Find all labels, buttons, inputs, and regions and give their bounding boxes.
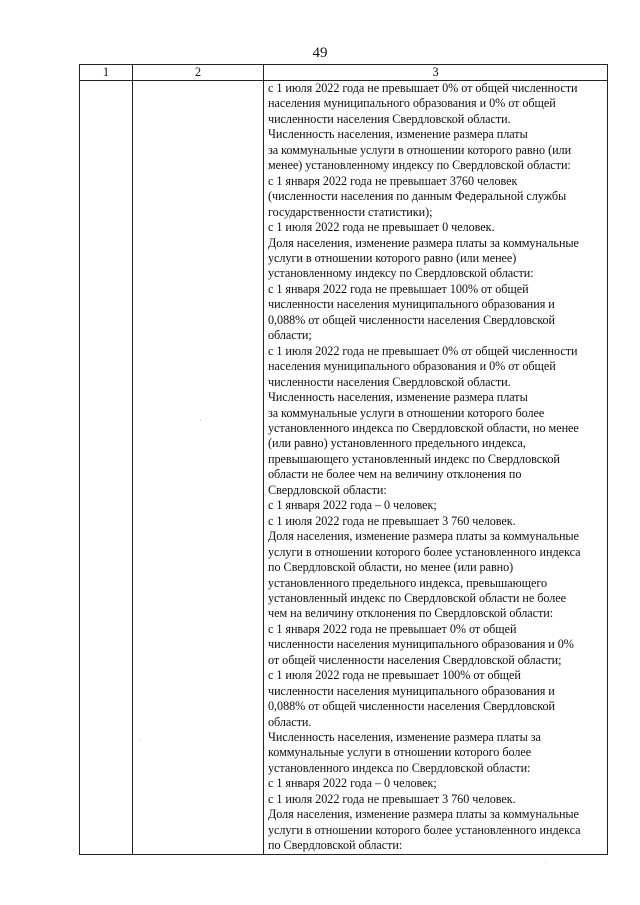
text-line: численности населения Свердловской области. xyxy=(268,111,511,126)
text-line: с 1 июля 2022 года не превышает 0 человек. xyxy=(268,220,495,235)
text-line: чем на величину отклонения по Свердловской области: xyxy=(268,606,554,621)
text-line: численности населения муниципального образования и xyxy=(268,297,555,312)
text-line: с 1 июля 2022 года не превышает 0% от общей численности xyxy=(268,343,578,358)
text-line: (численности населения по данным Федеральной службы xyxy=(268,189,567,204)
text-line: с 1 июля 2022 года не превышает 3 760 человек. xyxy=(268,513,516,528)
page-number: 49 xyxy=(312,45,328,61)
text-line: численности населения муниципального образования и xyxy=(268,683,555,698)
text-line: с 1 января 2022 года – 0 человек; xyxy=(268,776,437,791)
text-line: Доля населения, изменение размера платы за коммунальные xyxy=(268,807,579,822)
text-line: (или равно) установленного предельного индекса, xyxy=(268,436,526,451)
text-line: области; xyxy=(268,328,312,343)
text-line: Доля населения, изменение размера платы за коммунальные xyxy=(268,529,579,544)
text-line: Численность населения, изменение размера платы за xyxy=(268,730,541,745)
text-line: населения муниципального образования и 0% от общей xyxy=(268,359,556,374)
table-row xyxy=(80,81,608,855)
text-line: установленного предельного индекса, превышающего xyxy=(268,575,548,590)
text-line: услуги в отношении которого равно (или менее) xyxy=(268,250,517,265)
text-line: Численность населения, изменение размера платы xyxy=(268,127,528,142)
text-line: по Свердловской области: xyxy=(268,838,403,853)
text-line: Доля населения, изменение размера платы за коммунальные xyxy=(268,235,579,250)
text-line: населения муниципального образования и 0% от общей xyxy=(268,96,556,111)
column-3-text xyxy=(268,81,604,854)
column-header-1: 1 xyxy=(80,65,133,81)
text-line: Свердловской области: xyxy=(268,482,387,497)
scan-speck xyxy=(545,862,546,863)
document-table xyxy=(79,64,608,855)
text-line: 0,088% от общей численности населения Свердловской xyxy=(268,312,556,327)
text-line: за коммунальные услуги в отношении которого более xyxy=(268,405,545,420)
text-line: менее) установленному индексу по Свердловской области: xyxy=(268,158,571,173)
text-line: с 1 января 2022 года – 0 человек; xyxy=(268,498,437,513)
text-line: государственности статистики); xyxy=(268,204,433,219)
text-line: области не более чем на величину отклонения по xyxy=(268,467,522,482)
text-line: установленному индексу по Свердловской области: xyxy=(268,266,534,281)
text-line: коммунальные услуги в отношении которого более xyxy=(268,745,532,760)
text-line: превышающего установленный индекс по Свердловской xyxy=(268,451,560,466)
text-line: численности населения Свердловской области. xyxy=(268,374,511,389)
scan-speck xyxy=(140,740,141,741)
scan-speck xyxy=(200,420,201,421)
column-2-cell xyxy=(133,81,264,855)
text-line: области. xyxy=(268,714,312,729)
text-line: по Свердловской области, но менее (или равно) xyxy=(268,560,514,575)
text-line: за коммунальные услуги в отношении которого равно (или xyxy=(268,142,572,157)
text-line: с 1 июля 2022 года не превышает 100% от общей xyxy=(268,668,521,683)
text-line: с 1 июля 2022 года не превышает 0% от общей численности xyxy=(268,81,578,95)
text-line: установленного индекса по Свердловской области: xyxy=(268,760,531,775)
text-line: установленный индекс по Свердловской области не более xyxy=(268,590,567,605)
text-line: от общей численности населения Свердловской области; xyxy=(268,652,562,667)
column-header-2: 2 xyxy=(133,65,264,81)
table-header-row xyxy=(80,65,608,81)
text-line: с 1 января 2022 года не превышает 100% от общей xyxy=(268,281,529,296)
column-3-cell xyxy=(264,81,608,855)
text-line: с 1 июля 2022 года не превышает 3 760 человек. xyxy=(268,791,516,806)
column-1-cell xyxy=(80,81,133,855)
text-line: установленного индекса по Свердловской области, но менее xyxy=(268,420,579,435)
text-line: 0,088% от общей численности населения Свердловской xyxy=(268,699,556,714)
text-line: с 1 января 2022 года не превышает 0% от общей xyxy=(268,621,517,636)
text-line: с 1 января 2022 года не превышает 3760 человек xyxy=(268,173,518,188)
text-line: услуги в отношении которого более установленного индекса xyxy=(268,822,581,837)
column-header-3: 3 xyxy=(264,65,608,81)
text-line: численности населения муниципального образования и 0% xyxy=(268,637,574,652)
text-line: услуги в отношении которого более установленного индекса xyxy=(268,544,581,559)
text-line: Численность населения, изменение размера платы xyxy=(268,390,528,405)
